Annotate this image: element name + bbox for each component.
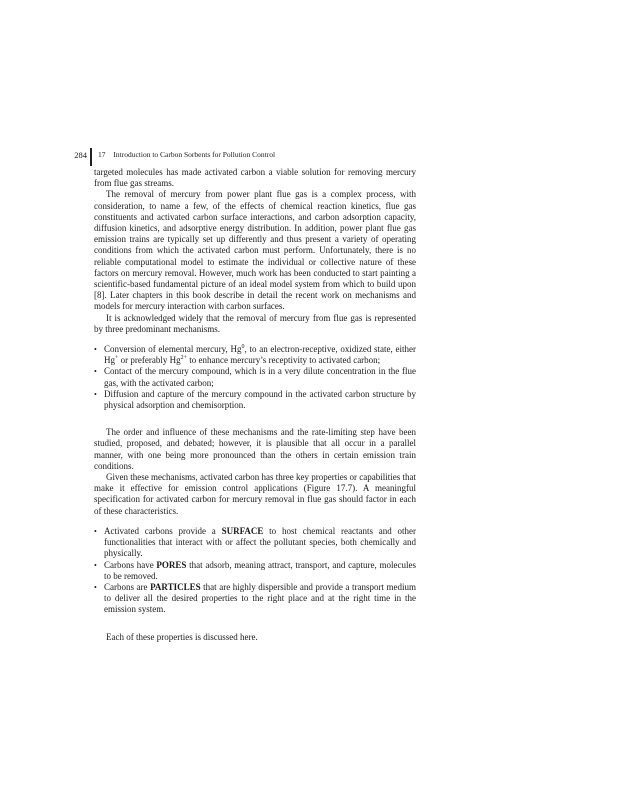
chapter-title: Introduction to Carbon Sorbents for Pollution Control [113, 150, 276, 159]
keyword: SURFACE [221, 525, 264, 536]
header-divider [90, 148, 92, 166]
page-number: 284 [74, 150, 87, 160]
list-item: • Activated carbons provide a SURFACE to host chemical reactants and other functionalities that interact with or affect the pollutant species, both chemically and physically. [94, 526, 416, 560]
running-header [60, 148, 420, 162]
list-item: • Diffusion and capture of the mercury compound in the activated carbon structure by physical adsorption and chemisorption. [94, 389, 416, 411]
keyword: PARTICLES [150, 581, 201, 592]
mechanisms-list [94, 344, 416, 411]
paragraph: The removal of mercury from power plant flue gas is a complex process, with consideration, to name a few, of the effects of chemical reaction kinetics, flue gas constituents and activated carbon surface interactions, and carbon adsorption capacity, diffusion kinetics, and adsorptive energy distribution. In addition, power plant flue gas emission trains are typically set up differently and thus present a variety of operating conditions from which the activated carbon must perform. Unfortunately, there is no reliable computational model to estimate the individual or collective nature of these factors on mercury removal. However, much work has been conducted to start painting a scientific-based fundamental picture of an ideal model system from which to build upon [8]. Later chapters in this book describe in detail the recent work on mechanisms and models for mercury interaction with carbon surfaces. [94, 189, 416, 312]
list-item: • Carbons have PORES that adsorb, meaning attract, transport, and capture, molecules to be removed. [94, 560, 416, 582]
paragraph: It is acknowledged widely that the removal of mercury from flue gas is represented by three predominant mechanisms. [94, 312, 416, 334]
running-title [98, 150, 275, 159]
paragraph: Each of these properties is discussed here. [106, 631, 258, 642]
paragraph: Given these mechanisms, activated carbon has three key properties or capabilities that make it effective for emission control applications (Figure 17.7). A meaningful specification for activated carbon for mercury removal in flue gas should factor in each of these characteristics. [94, 472, 416, 516]
list-item: • Contact of the mercury compound, which is in a very dilute concentration in the flue gas, with the activated carbon; [94, 366, 416, 388]
properties-list [94, 526, 416, 616]
list-item: • Carbons are PARTICLES that are highly dispersible and provide a transport medium to deliver all the desired properties to the right place and at the right time in the emission system. [94, 582, 416, 616]
list-item: • Conversion of elemental mercury, Hg$^0$, to an electron-receptive, oxidized state, either Hg+ or preferably $Hg^{2+}$ to enhance mercury’s receptivity to activated carbon; [94, 344, 416, 366]
paragraph: The order and influence of these mechanisms and the rate-limiting step have been studied, proposed, and debated; however, it is plausible that all occur in a parallel manner, with one being more pronounced than the others in certain emission train conditions. [94, 427, 416, 471]
chapter-number: 17 [98, 150, 106, 159]
keyword: PORES [156, 559, 187, 570]
paragraph: targeted molecules has made activated carbon a viable solution for removing mercury from flue gas streams. [94, 167, 416, 189]
body-text [94, 167, 416, 643]
